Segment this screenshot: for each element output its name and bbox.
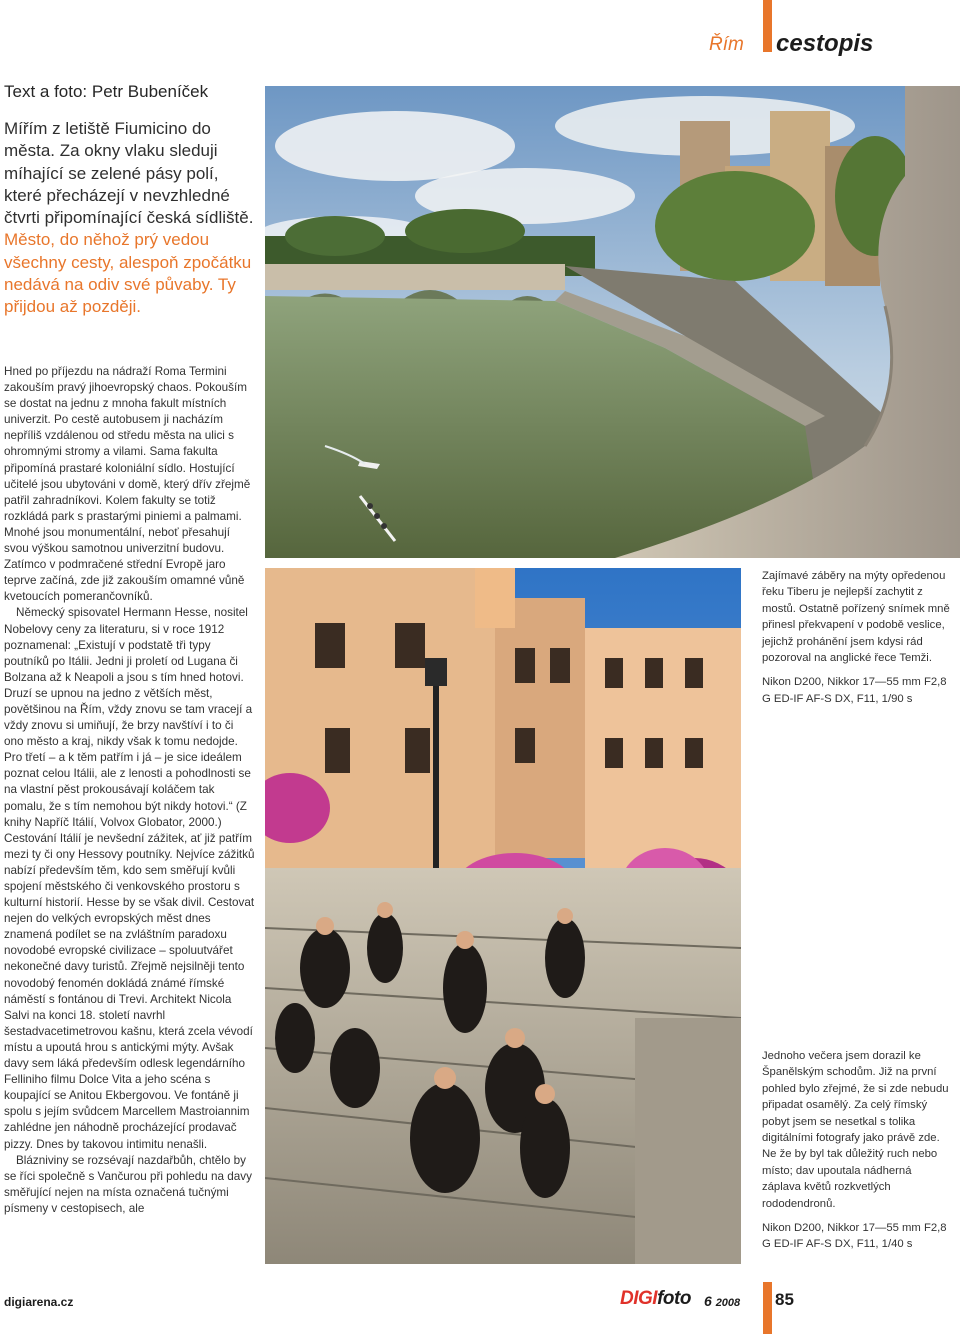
intro-highlight: Město, do něhož prý vedou všechny cesty, alespoň zpočátku nedává na odiv své půvaby. Ty přijdou až později. (4, 230, 252, 317)
body-paragraph-1: Hned po příjezdu na nádraží Roma Termini zakouším pravý jihoevropský chaos. Pokouším se dostat na jednu z mnoha fakult místních univerzit. Po cestě autobusem ji nacházím nepříliš vzdálenou od středu města na ulici s ohromnými stromy a vilami. Sama fakulta připomíná prastaré koloniální sídlo. Hostující učitelé jsou ubytováni v domě, který dřív zřejmě patřil zahradníkovi. Kolem fakulty se totiž rozkládá park s prastarými piniemi a palmami. Mnohé jsou monumentální, neboť přesahují svou výškou samotnou univerzitní budovu. Zatímco v podmračené střední Evropě jaro teprve začíná, zde již zakouším omamné vůně kvetoucích pomerančovníků. (4, 365, 251, 604)
caption-tiber (762, 568, 952, 707)
caption-text: Zajímavé záběry na mýty opředenou řeku Tiberu je nejlepší zachytit z mostů. Ostatně pořízený snímek mně přinesl překvapení v podobě veslice, jejichž prohánění jsem kdysi rád pozoroval na anglické řece Temži. (762, 570, 950, 665)
caption-spanish-steps (762, 1048, 952, 1253)
article-intro (4, 118, 254, 319)
caption-camera-spec: Nikon D200, Nikkor 17—55 mm F2,8 G ED-IF AF-S DX, F11, 1/40 s (762, 1222, 947, 1251)
issue-number: 6 (704, 1293, 712, 1309)
brand-foto: foto (657, 1288, 691, 1309)
footer-brand-logo (620, 1288, 691, 1310)
photo-tiber-river (265, 86, 960, 558)
body-paragraph-2: Německý spisovatel Hermann Hesse, nositel Nobelovy ceny za literaturu, si v roce 1912 poznamenal: „Existují v podstatě tři typy poutníků po Itálii. Jedni ji proletí od Lugana či Bolzana až k Neapoli a jsou s tím hned hotovi. Druzí se upnou na jedno z větších měst, povětšinou na Řím, vždy znovu se tam vracejí a vždy znovu si umiňují, že brzy navštíví i to či ono město a kraj, nikdy však k tomu nedojde. Pro třetí – a k těm patřím i já – je sice ideálem poznat celou Itálii, ale z lenosti a pohodlnosti se na vlastní pěst prokousávají koláčem tak pomalu, že s tím nemohou být nikdy hotovi.“ (Z knihy Napříč Itálií, Volvox Globator, 2000.) Cestování Itálií je nevšední zážitek, ať již patřím mezi ty či ony Hessovy poutníky. Nejvíce zážitků nabízí především těm, kdo sem směřují kvůli spojení městského či venkovského prostoru s kulturní historií. Hesse by se však divil. Cestovat nejen do velkých evropských měst dnes znamená podílet se na zvláštním paradoxu novodobé evropské civilizace – spoluutvářet nekonečné davy turistů. Zřejmě nejsilněji tento novodobý fenomén dokládá známé římské náměstí s fontánou di Trevi. Architekt Nicola Salvi na konci 18. století navrhl šestadvacetimetrovou kašnu, která zcela vévodí místu a upoutá hrou s antickými mýty. Avšak davy sem láká především odlesk legendárního Felliniho filmu Dolce Vita a jeho scéna s koupající se Anitou Ekbergovou. Ve fontáně ji spolu s jejím svůdcem Marcellem Mastroiannim zahlédne jen náhodně procházející prodavač pizzy. Dnes by takovou intimitu nenašli. (4, 606, 255, 1151)
footer-website[interactable]: digiarena.cz (4, 1295, 74, 1309)
page-number: 85 (775, 1290, 794, 1309)
issue-year: 2008 (715, 1297, 741, 1309)
accent-bar-bottom (763, 1282, 772, 1334)
photo-spanish-steps (265, 568, 741, 1264)
intro-text: Mířím z letiště Fiumicino do města. Za okny vlaku sleduji míhající se zelené pásy polí, které přecházejí v nevzhledné čtvrti připomínající česká sídliště. (4, 119, 254, 228)
article-body (4, 364, 256, 1217)
author-credit: Text a foto: Petr Bubeníček (4, 82, 209, 101)
accent-bar-top (763, 0, 772, 52)
body-paragraph-3: Blázniviny se rozsévají nazdařbůh, chtělo by se říci společně s Vančurou při pohledu na davy směřující nejen na místa označená tučnými písmeny v cestopisech, ale (4, 1153, 252, 1215)
magazine-section-title: cestopis (776, 30, 874, 57)
intro-paragraph (4, 118, 254, 319)
brand-digi: DIGI (620, 1288, 658, 1309)
caption-text: Jednoho večera jsem dorazil ke Španělským schodům. Již na první pohled bylo zřejmé, že si zde nebudu připadat osamělý. Za celý římský pobyt jsem se nesetkal s tolika digitálními fotografy jako právě zde. Ne že by byl tak důležitý ruch nebo místo; dav upoutala nádherná záplava květů rozkvetlých rododendronů. (762, 1050, 949, 1210)
section-label: Řím (709, 34, 744, 55)
caption-camera-spec: Nikon D200, Nikkor 17—55 mm F2,8 G ED-IF AF-S DX, F11, 1/90 s (762, 676, 947, 705)
footer-issue (704, 1293, 740, 1309)
